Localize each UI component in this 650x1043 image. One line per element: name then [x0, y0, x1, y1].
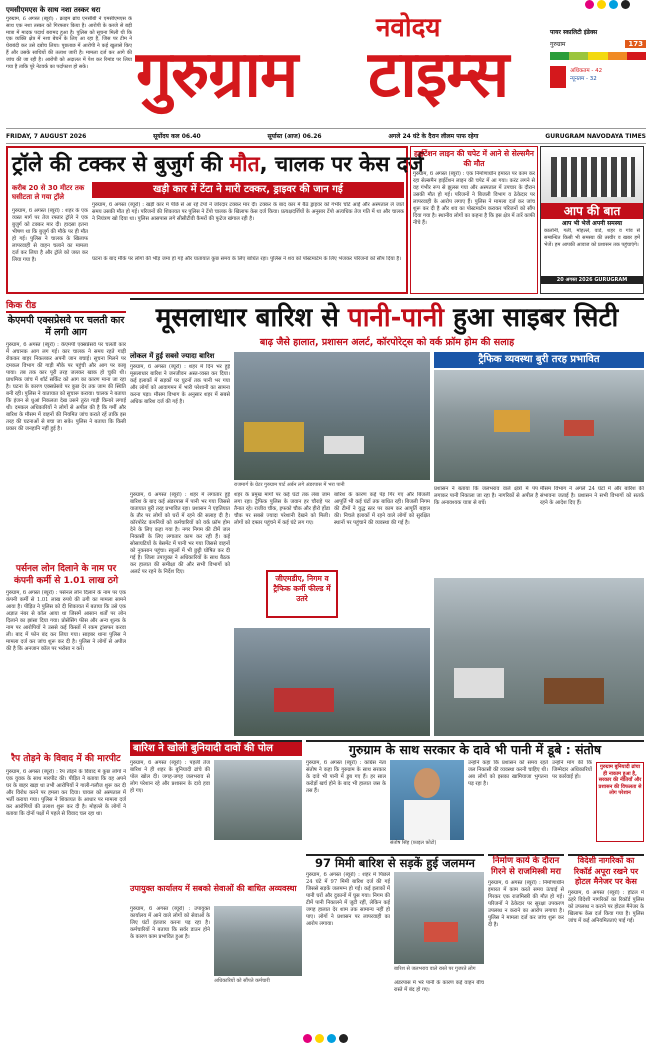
story-b-headline: बारिश ने खोली बुनियादी दावों की पोल — [130, 742, 302, 756]
masthead-left-kicker: एमसीएमएस के साथ नशा तस्कर धरा — [6, 6, 101, 14]
side-story — [410, 146, 538, 294]
story-d-headline: 97 मिमी बारिश से सड़कें हुई जलमग्न — [306, 854, 484, 871]
kick-headline: केएमपी एक्सप्रेसवे पर चलती कार में लगी आग — [7, 315, 125, 338]
story-d-body-1: गुरुग्राम, 6 अगस्त (ब्यूरो) : शहर में पिछले 24 घंटे में 97 मिमी बारिश दर्ज की गई जिससे सड़कें जलमग्न हो गईं। कई इलाकों में पानी घरों और दुकानों में घुस गया। निगम की टीमें पानी निकालने में जुटी रहीं, लेकिन कई जगह हालात देर शाम तक सामान्य नहीं हो पाए। लोगों ने प्रशासन पर लापरवाही का आरोप लगाया। — [306, 872, 390, 927]
side-story-body: गुरुग्राम, 6 अगस्त (ब्यूरो) : एक निर्माणाधीन इमारत पर काम कर रहा सेल्समैन हाईटेंशन लाइन की चपेट में आ गया। करंट लगने से वह गंभीर रूप से झुलस गया और अस्पताल में उपचार के दौरान उसकी मौत हो गई। परिजनों ने बिजली विभाग व ठेकेदार पर लापरवाही के आरोप लगाए हैं। पुलिस ने मामला दर्ज कर जांच शुरू कर दी है और शव का पोस्टमार्टम कराकर परिजनों को सौंप दिया गया है। स्थानीय लोगों का कहना है कि इस क्षेत्र में तारें काफी नीचे हैं। — [413, 171, 535, 226]
opinion-footer: 20 अगस्त 2026 GURUGRAM — [541, 276, 643, 284]
paper-title-name: टाइम्स — [368, 38, 509, 112]
story-c-photo — [390, 760, 464, 840]
story-d-caption: बारिश से जलभराव वाले रास्ते पर गुजरते लोग — [394, 966, 476, 972]
lead-body-2: गुरुग्राम, 6 अगस्त (ब्यूरो) : खड़ी कार में पीछे से आ रहे टेंपो ने जोरदार टक्कर मार दी। टक्कर के बाद कार में बैठे ड्राइवर को गंभीर चोटें आईं और अस्पताल ले जाते समय उसकी मौत हो गई। परिजनों की शिकायत पर पुलिस ने टेंपो चालक के खिलाफ केस दर्ज किया। प्रत्यक्षदर्शियों के अनुसार टेंपो अत्यधिक तेज गति में था और चालक ने नियंत्रण खो दिया था। पुलिस आसपास लगे सीसीटीवी कैमरों की फुटेज खंगाल रही है। — [92, 202, 404, 222]
story-d-body-2: अंडरपास में भरे पानी के कारण कई वाहन बीच रास्ते में बंद हो गए। — [394, 980, 484, 993]
main-body-2: शहर के प्रमुख मार्गों पर कई घंटों तक लंबा जाम लगा रहा। ट्रैफिक पुलिस के जवान हर चौराहे पर तैनात रहे। राजीव चौक, इफको चौक और हीरो होंडा चौक पर सबसे ज्यादा परेशानी देखने को मिली। लोगों को दफ्तर पहुंचने में कई घंटे लग गए। — [234, 492, 330, 526]
aqi-box — [550, 28, 646, 88]
main-photo-caption: राजमार्ग के ग्रेटर गुरुग्राम पार्ट अर्बन लगे अंडरपास में भरा पानी — [234, 482, 345, 488]
story3-headline: रैप तोड़ने के विवाद में की मारपीट — [11, 754, 121, 764]
story-g-caption: अधिकारियों को सौंपते कर्मचारी — [214, 978, 270, 984]
sunset-time: सूर्यास्त (आज) 06.26 — [267, 133, 322, 140]
story-g — [130, 884, 302, 1032]
inset-body: गुरुग्राम, 6 अगस्त (ब्यूरो) : शहर में दिन भर हुई मूसलाधार बारिश ने जनजीवन अस्त-व्यस्त कर दिया। कई इलाकों में सड़कों पर घुटनों तक पानी भर गया और लोगों को आवागमन में भारी परेशानी का सामना करना पड़ा। मौसम विभाग के अनुसार शहर में सबसे अधिक बारिश दर्ज की गई है। — [130, 364, 230, 405]
main-headline: मूसलाधार बारिश से पानी-पानी हुआ साइबर सिटी — [130, 298, 644, 336]
main-body-5: मौसम विभाग ने अगले 24 घंटों में और बारिश की संभावना जताई है। प्रशासन ने सभी विभागों को सतर्क रहने के आदेश दिए हैं। — [540, 486, 644, 506]
main-deck: बाढ़ जैसे हालात, प्रशासन अलर्ट, कॉरपोरेट्स को वर्क फ्रॉम होम की सलाह — [259, 337, 515, 348]
lead-body-3: घटना के बाद मौके पर लोगों की भीड़ जमा हो गई और यातायात कुछ समय के लिए बाधित रहा। पुलिस ने शव को पोस्टमार्टम के लिए भेजकर परिजनों को सौंप दिया है। — [92, 256, 402, 262]
issue-date: FRIDAY, 7 AUGUST 2026 — [6, 132, 87, 140]
main-photo-right-bottom — [434, 578, 644, 736]
weather-max: अधिकतम - 42 — [570, 68, 603, 74]
story-f-headline: विदेशी नागरिकों का रिकॉर्ड अपूरा रखने पर होटल मैनेजर पर केस — [568, 854, 644, 888]
kicker-label: किक रीड — [6, 298, 126, 313]
sunrise-time: सूर्योदय कल 06.40 — [153, 133, 201, 140]
opinion-body: कालोनी, गली, मोहल्ले, वार्ड, शहर व गांव से सम्बन्धित किसी भी समस्या की तस्वीर व खबर हमें भेजें। हम आपकी आवाज को प्रशासन तक पहुंचाएंगे। — [544, 228, 640, 248]
main-photo-right — [434, 370, 644, 482]
kick-body: गुरुग्राम, 6 अगस्त (ब्यूरो) : केएमपी एक्सप्रेसवे पर चलती कार में अचानक आग लग गई। कार चालक ने समय रहते गाड़ी रोककर बाहर निकलकर अपनी जान बचाई। सूचना मिलने पर दमकल विभाग की गाड़ी मौके पर पहुंची और आग पर काबू पाया। तब तक कार पूरी तरह जलकर खाक हो चुकी थी। प्राथमिक जांच में शॉर्ट सर्किट को आग का कारण माना जा रहा है। घटना के कारण एक्सप्रेसवे पर कुछ देर तक जाम की स्थिति बनी रही। पुलिस ने यातायात को सुचारू कराया। चालक ने बताया कि इंजन से धुआं निकलता देख उसने तुरंत गाड़ी किनारे लगाई थी। दमकल अधिकारियों ने लोगों से अपील की है कि गर्मी और बारिश के मौसम में वाहनों की नियमित जांच कराते रहें ताकि इस तरह की घटनाओं से बचा जा सके। पुलिस ने बताया कि किसी प्रकार की जनहानि नहीं हुई है। — [6, 342, 126, 432]
main-strip: ट्रैफिक व्यवस्था बुरी तरह प्रभावित — [434, 352, 644, 368]
story-g-body: गुरुग्राम, 6 अगस्त (ब्यूरो) : उपायुक्त कार्यालय में आने वाले लोगों को सेवाओं के लिए घंटों इंतजार करना पड़ रहा है। कर्मचारियों ने बताया कि सर्वर डाउन होने के कारण काम प्रभावित हुआ है। — [130, 906, 210, 940]
main-story — [130, 298, 644, 740]
story-e-body: गुरुग्राम, 6 अगस्त (ब्यूरो) : निर्माणाधीन इमारत में काम करते समय ऊंचाई से गिरकर एक राजमिस्त्री की मौत हो गई। परिजनों ने ठेकेदार पर सुरक्षा उपकरण उपलब्ध न कराने का आरोप लगाया है। पुलिस ने मामला दर्ज कर जांच शुरू कर दी है। — [488, 880, 564, 928]
crowd-illustration-icon — [551, 157, 635, 197]
weather-min: न्यूनतम - 32 — [570, 76, 597, 82]
masthead-left-text: गुरुग्राम, 6 अगस्त (ब्यूरो) : क्राइम ब्रांच एनसीबी ने एमसीएमएस के साथ एक नशा तस्कर को गिरफ्तार किया है। आरोपी के कब्जे से बड़ी मात्रा में मादक पदार्थ बरामद हुआ है। पुलिस को सूचना मिली थी कि एक व्यक्ति क्षेत्र में नशा बेचने के लिए आ रहा है, जिस पर टीम ने घेराबंदी कर उसे दबोच लिया। पूछताछ में आरोपी ने कई खुलासे किए हैं और उसके साथियों की तलाश जारी है। मामला दर्ज कर आगे की जांच की जा रही है। आरोपी को अदालत में पेश कर रिमांड पर लिया गया है ताकि पूरे नेटवर्क का पर्दाफाश हो सके। — [6, 16, 132, 70]
promo-line: अगले 24 घंटे के दैरान लीलम पाफ रहेगा — [388, 133, 479, 140]
paper-title-city: गुरुग्राम — [136, 38, 298, 112]
story2-body: गुरुग्राम, 6 अगस्त (ब्यूरो) : पर्सनल लोन दिलाने के नाम पर एक कंपनी कर्मी से 1.01 लाख रुपये की ठगी का मामला सामने आया है। पीड़ित ने पुलिस को दी शिकायत में बताया कि उसे एक अज्ञात नंबर से कॉल आया था जिसमें आसान शर्तों पर लोन दिलाने का झांसा दिया गया। प्रोसेसिंग फीस और अन्य शुल्क के नाम पर आरोपियों ने उससे कई किस्तों में रकम ट्रांसफर करवा ली। बाद में फोन बंद कर लिया गया। साइबर थाना पुलिस ने मामला दर्ज कर जांच शुरू कर दी है। पुलिस ने लोगों से अपील की है कि अनजान कॉल पर भरोसा न करें। — [6, 590, 126, 652]
opinion-title: आप की बात — [541, 203, 643, 219]
lead-story — [6, 146, 424, 294]
story-g-photo — [214, 906, 302, 976]
story-d — [306, 854, 484, 1032]
story-b-photo — [214, 760, 302, 840]
registration-marks-bottom — [0, 1034, 650, 1042]
lead-body-1: गुरुग्राम, 6 अगस्त (ब्यूरो) : शहर के एक व्यस्त मार्ग पर तेज रफ्तार ट्रॉले ने एक बुजुर्ग को टक्कर मार दी। हादसा इतना भीषण था कि बुजुर्ग की मौके पर ही मौत हो गई। पुलिस ने चालक के खिलाफ लापरवाही से वाहन चलाने का मामला दर्ज कर लिया है और ट्रॉले को जब्त कर लिया गया है। — [12, 208, 88, 263]
main-body-4: प्रशासन ने बताया कि जलभराव वाले क्षेत्रों में पंप लगाकर पानी निकाला जा रहा है। नागरिकों से अपील है कि अनावश्यक यात्रा से बचें। — [434, 486, 538, 506]
main-photo-left — [234, 352, 430, 480]
story-f — [568, 854, 644, 1032]
weather-icon — [550, 66, 566, 88]
opinion-box — [540, 146, 644, 294]
story-c-body-3: उन्होंने मांग की कि जिम्मेदार अधिकारियों पर कार्रवाई हो। — [552, 760, 592, 780]
story-c-headline: गुरुग्राम के साथ सरकार के दावे भी पानी में डूबे : संतोष — [306, 740, 644, 758]
aqi-title: पायर स्कालिटी इंडेक्स — [550, 29, 598, 36]
aqi-scale — [550, 52, 646, 60]
story-b-body: गुरुग्राम, 6 अगस्त (ब्यूरो) : पहली तेज बारिश ने ही शहर के बुनियादी ढांचे की पोल खोल दी। जगह-जगह जलभराव से लोग परेशान रहे और प्रशासन के दावे हवा हो गए। — [130, 760, 210, 794]
story-b — [130, 740, 302, 884]
aqi-city: गुरुग्राम — [550, 41, 566, 48]
lead-sub-banner: खड़ी कार में टेंटा ने मारी टक्कर, ड्राइवर की जान गई — [92, 182, 404, 198]
story-e-headline: निर्माण कार्य के दौरान गिरने से राजमिस्त्री मरा — [488, 854, 564, 878]
story-c-quote: गुरुग्राम बुनियादी ढांचा ही नाकाम हुआ है, सरकार की नीतियाँ और प्रशासन की विफलता से लोग परेशान — [596, 762, 644, 842]
story-c — [306, 740, 644, 850]
lead-bullet: करीब 20 से 30 मीटर तक घसीटता ले गया ट्रॉले — [12, 184, 85, 201]
aqi-value: 173 — [625, 40, 646, 48]
date-strip — [6, 128, 646, 144]
story-c-photo-caption: संतोष सिंह (फ़ाइल फ़ोटो) — [390, 840, 437, 846]
story2-headline: पर्सनल लोन दिलाने के नाम पर कंपनी कर्मी से 1.01 लाख ठगे — [13, 564, 119, 586]
story3-body: गुरुग्राम, 6 अगस्त (ब्यूरो) : रैप तोड़ने के विवाद में कुछ लोगों ने एक युवक के साथ मारपीट की। पीड़ित ने बताया कि वह अपने घर के बाहर खड़ा था तभी आरोपियों ने गाली-गलौज शुरू कर दी और विरोध करने पर हमला कर दिया। घायल को अस्पताल में भर्ती कराया गया। पुलिस ने शिकायत के आधार पर मामला दर्ज कर आरोपियों की तलाश शुरू कर दी है। मोहल्ले के लोगों ने बताया कि दोनों पक्षों में पहले से विवाद चल रहा था। — [6, 768, 126, 817]
story-e — [488, 854, 564, 1032]
opinion-subtitle: आप भी भेजें अपनी समस्या — [561, 220, 623, 227]
brand-line: GURUGRAM NAVODAYA TIMES — [545, 132, 646, 140]
main-body-1: गुरुग्राम, 6 अगस्त (ब्यूरो) : शहर में लगातार हुई बारिश के बाद कई अंडरपास में पानी भर गया जिससे यातायात बुरी तरह प्रभावित रहा। प्रशासन ने एहतियात के तौर पर लोगों को घरों में रहने की सलाह दी है। कॉरपोरेट कंपनियों को कर्मचारियों को वर्क फ्रॉम होम देने के लिए कहा गया है। नगर निगम की टीमें जल निकासी के लिए लगातार काम कर रही हैं। कई सोसायटियों के बेसमेंट में पानी भर गया जिससे वाहनों को नुकसान पहुंचा। स्कूलों में भी छुट्टी घोषित कर दी गई है। जिला उपायुक्त ने अधिकारियों के साथ बैठक कर हालात की समीक्षा की और सभी विभागों को अलर्ट पर रहने के निर्देश दिए। — [130, 492, 230, 575]
story-c-body-2: उन्होंने कहा कि प्रशासन को समय रहते जल निकासी की व्यवस्था करनी चाहिए थी। अब लोगों को इसका खामियाजा भुगतना पड़ रहा है। — [468, 760, 548, 787]
opinion-illustration — [541, 147, 643, 203]
main-body-3: बारिश के कारण कई पेड़ गिर गए और बिजली आपूर्ति भी कई घंटों तक बाधित रही। बिजली निगम की टीमों ने युद्ध स्तर पर काम कर आपूर्ति बहाल की। निचले इलाकों में रहने वाले लोगों को सुरक्षित स्थानों पर पहुंचाने की व्यवस्था की गई है। — [334, 492, 430, 526]
story-g-headline: उपायुक्त कार्यालय में सबको सेवाओं की बाधित अव्यवस्था — [130, 884, 297, 893]
side-story-headline: हाईटेंशन लाइन की चपेट में आने से सेल्समैन की मौत — [414, 149, 534, 168]
story-c-body-1: गुरुग्राम, 6 अगस्त (ब्यूरो) : कांग्रेस नेता संतोष ने कहा कि गुरुग्राम के साथ सरकार के दावे भी पानी में डूब गए हैं। हर साल करोड़ों खर्च होने के बाद भी हालात जस के तस हैं। — [306, 760, 386, 794]
lead-headline: ट्रॉले की टक्कर से बुजुर्ग की मौत, चालक पर केस दर्ज — [12, 152, 424, 176]
left-column — [6, 298, 126, 1032]
inset-box — [130, 352, 230, 482]
story-f-body: गुरुग्राम, 6 अगस्त (ब्यूरो) : होटल में ठहरे विदेशी नागरिकों का रिकॉर्ड पुलिस को उपलब्ध न कराने पर होटल मैनेजर के खिलाफ केस दर्ज किया गया है। पुलिस जांच में कई अनियमितताएं पाई गईं। — [568, 889, 644, 924]
story-d-photo — [394, 872, 484, 964]
main-photo-bottom — [234, 628, 430, 736]
paper-title-small: नवोदय — [376, 13, 441, 43]
inset-headline: लोकल में हुई सबसे ज्यादा बारिश — [130, 352, 230, 362]
masthead — [6, 6, 646, 146]
main-callout: जीएमडीए, निगम व ट्रैफिक कर्मी फील्ड में उतरे — [266, 570, 338, 618]
